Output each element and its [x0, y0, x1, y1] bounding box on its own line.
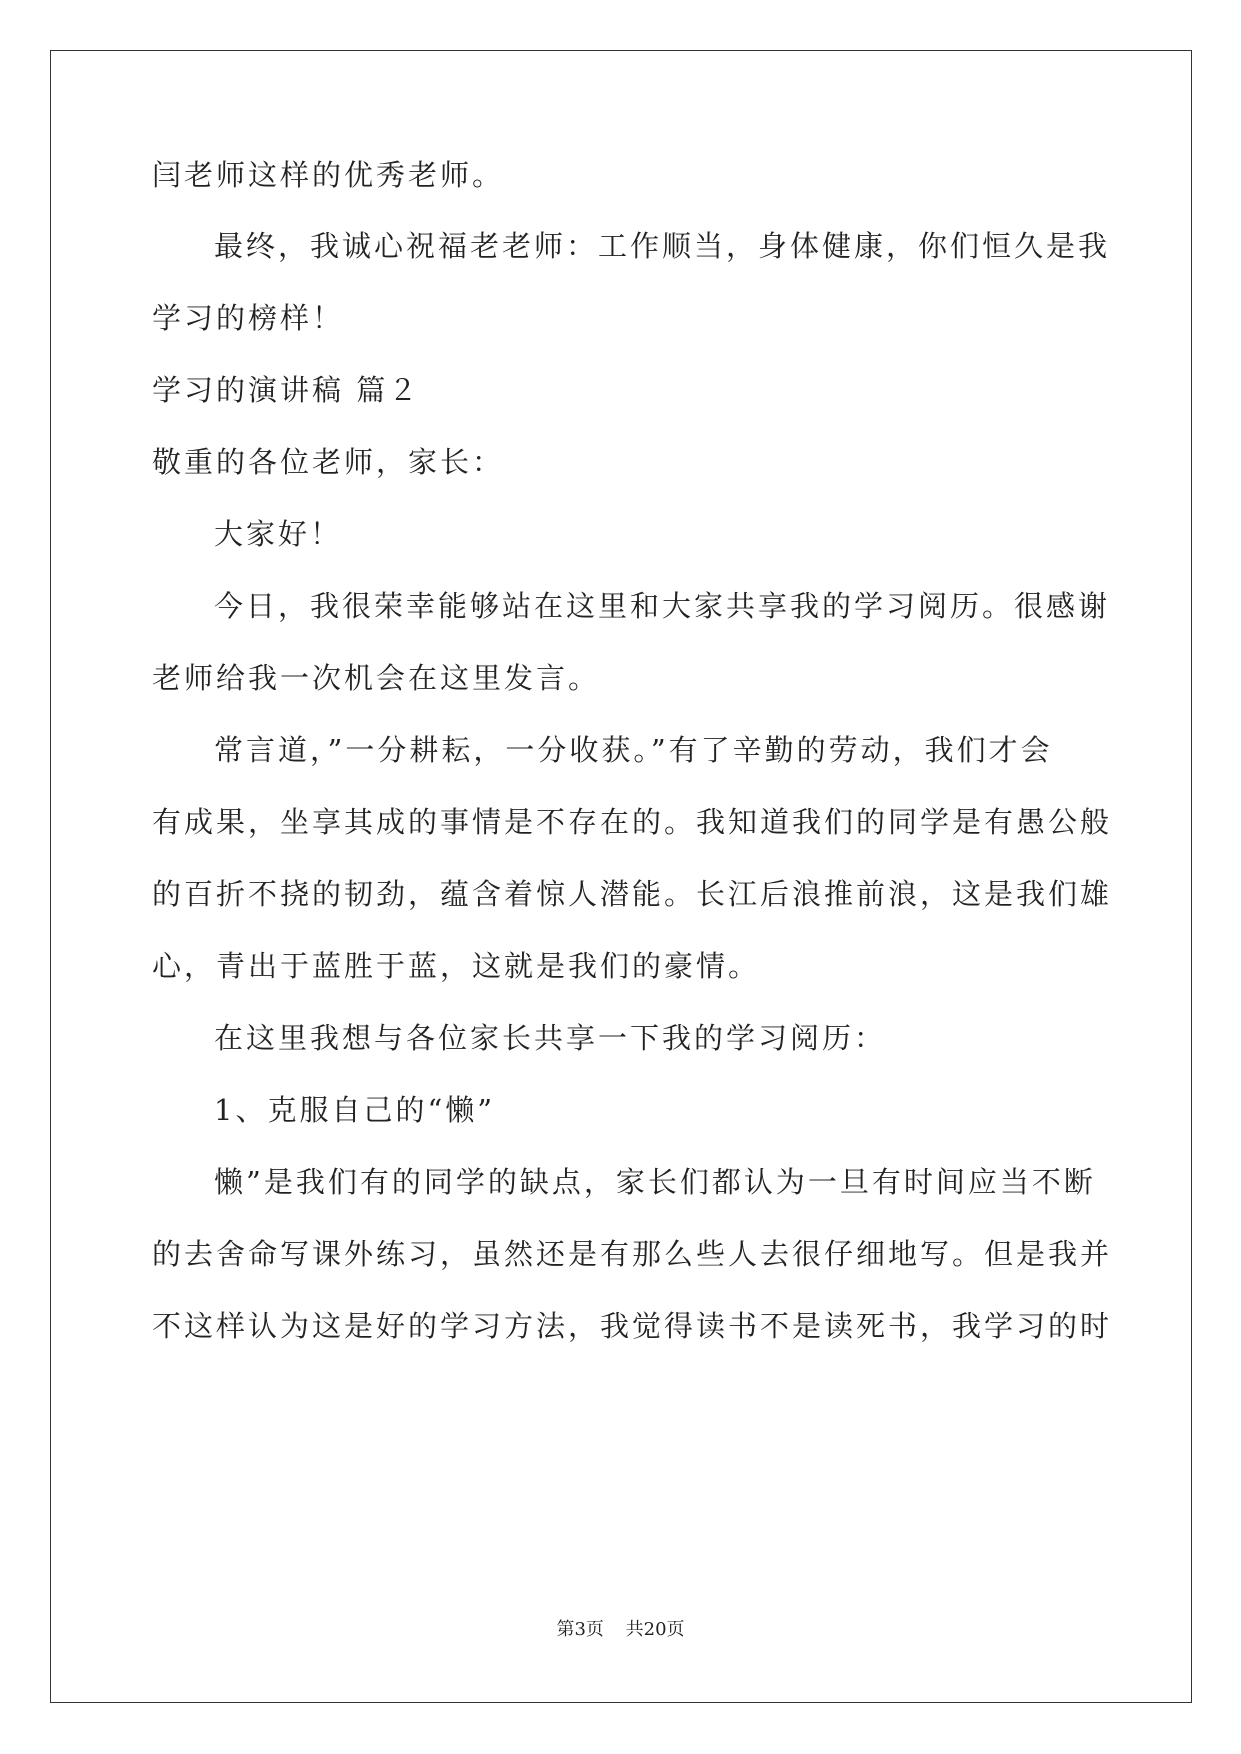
text-line: 最终，我诚心祝福老老师：工作顺当，身体健康，你们恒久是我 — [214, 229, 1111, 263]
text-line: 懒”是我们有的同学的缺点，家长们都认为一旦有时间应当不断 — [214, 1165, 1096, 1199]
text-line: 今日，我很荣幸能够站在这里和大家共享我的学习阅历。很感谢 — [214, 589, 1111, 623]
salutation: 敬重的各位老师，家长： — [152, 445, 505, 479]
text-line: 学习的榜样！ — [152, 301, 345, 335]
page-total: 共20页 — [625, 1619, 685, 1640]
text-line: 不这样认为这是好的学习方法，我觉得读书不是读死书，我学习的时 — [152, 1309, 1113, 1343]
text-line: 的百折不挠的韧劲，蕴含着惊人潜能。长江后浪推前浪，这是我们雄 — [152, 877, 1113, 911]
text-line: 老师给我一次机会在这里发言。 — [152, 661, 601, 695]
text-line: 闫老师这样的优秀老师。 — [152, 158, 505, 192]
section-heading: 学习的演讲稿 篇２ — [152, 373, 421, 407]
text-line: 心，青出于蓝胜于蓝，这就是我们的豪情。 — [152, 949, 761, 983]
text-line: 常言道，”一分耕耘，一分收获。”有了辛勤的劳动，我们才会 — [214, 733, 1053, 767]
text-line: 大家好！ — [214, 517, 343, 551]
text-line: 在这里我想与各位家长共享一下我的学习阅历： — [214, 1021, 887, 1055]
page-number: 第3页 — [556, 1619, 604, 1640]
text-line: 的去舍命写课外练习，虽然还是有那么些人去很仔细地写。但是我并 — [152, 1237, 1113, 1271]
page-footer — [0, 1618, 1241, 1642]
list-heading: 1、克服自己的“懒” — [214, 1093, 496, 1127]
text-line: 有成果，坐享其成的事情是不存在的。我知道我们的同学是有愚公般 — [152, 805, 1113, 839]
